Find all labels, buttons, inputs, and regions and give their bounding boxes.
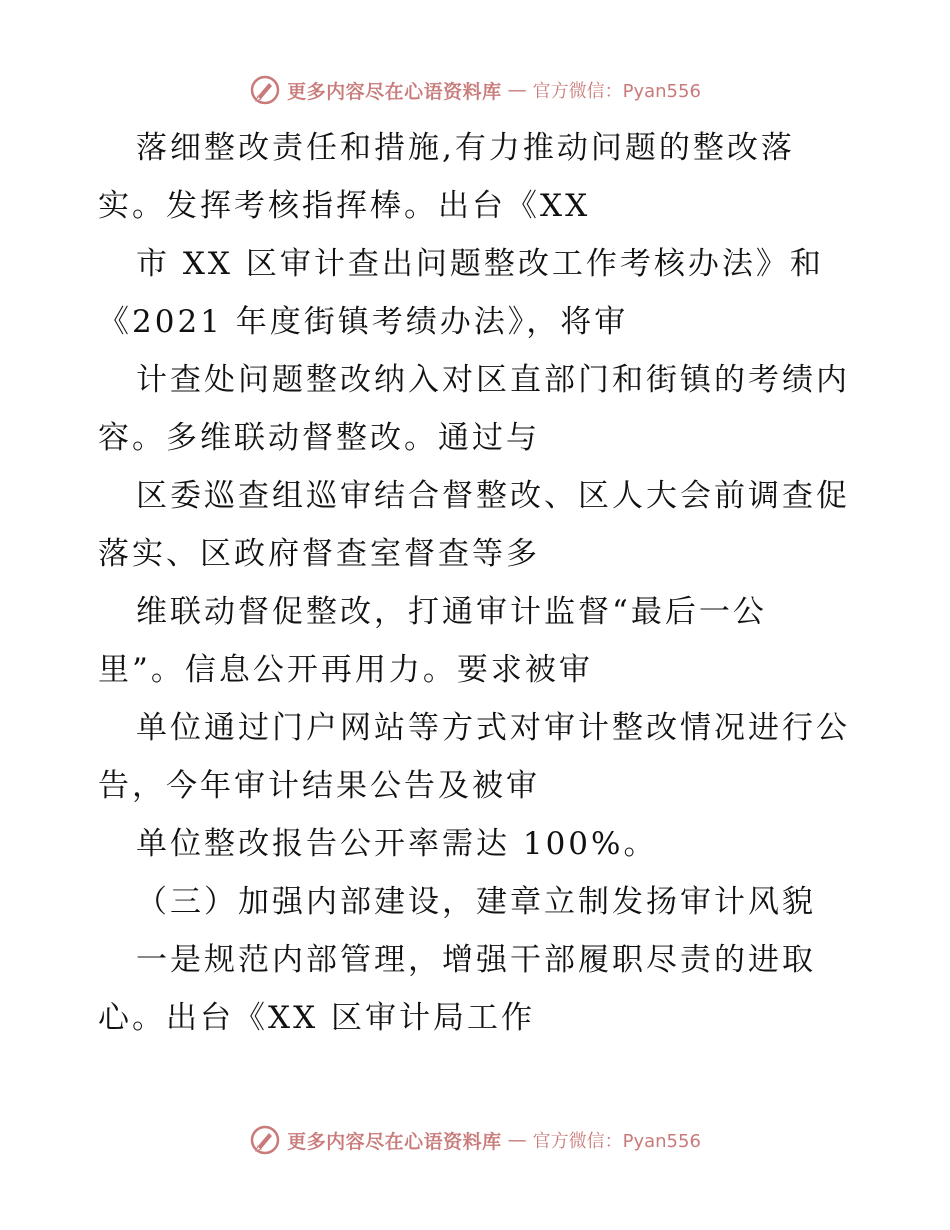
banner-wechat: 官方微信：Pyan556 (532, 81, 701, 102)
pen-logo-icon (249, 74, 281, 106)
footer-banner-inner (249, 1124, 701, 1156)
banner-title: 更多内容尽在心语资料库 (287, 80, 502, 103)
body-line: 单位整改报告公开率需达 100%。 (136, 826, 658, 862)
header-banner-inner (249, 74, 701, 106)
header-banner (0, 70, 950, 110)
body-line: 落细整改责任和措施,有力推动问题的整改落 (136, 130, 795, 166)
body-line: 落实、区政府督查室督查等多 (98, 536, 540, 572)
body-line: 维联动督促整改，打通审计监督“最后一公 (136, 594, 767, 630)
banner-title: 更多内容尽在心语资料库 (287, 1130, 502, 1153)
body-line: 心。出台《XX 区审计局工作 (98, 1000, 535, 1036)
body-line: 一是规范内部管理，增强干部履职尽责的进取 (136, 942, 816, 978)
banner-separator: — (507, 1129, 527, 1151)
body-line: 单位通过门户网站等方式对审计整改情况进行公 (136, 710, 850, 746)
banner-separator: — (507, 79, 527, 101)
body-line: 市 XX 区审计查出问题整改工作考核办法》和 (136, 246, 824, 282)
body-line: 计查处问题整改纳入对区直部门和街镇的考绩内 (136, 362, 850, 398)
body-line: 实。发挥考核指挥棒。出台《XX (98, 188, 591, 224)
body-line: 区委巡查组巡审结合督整改、区人大会前调查促 (136, 478, 850, 514)
section-heading: （三）加强内部建设，建章立制发扬审计风貌 (136, 884, 816, 920)
body-line: 容。多维联动督整改。通过与 (98, 420, 540, 456)
body-line: 里”。信息公开再用力。要求被审 (98, 652, 593, 688)
banner-wechat: 官方微信：Pyan556 (532, 1131, 701, 1152)
body-line: 告，今年审计结果公告及被审 (98, 768, 540, 804)
body-line: 《2021 年度街镇考绩办法》，将审 (98, 304, 629, 340)
pen-logo-icon (249, 1124, 281, 1156)
footer-banner (0, 1120, 950, 1160)
